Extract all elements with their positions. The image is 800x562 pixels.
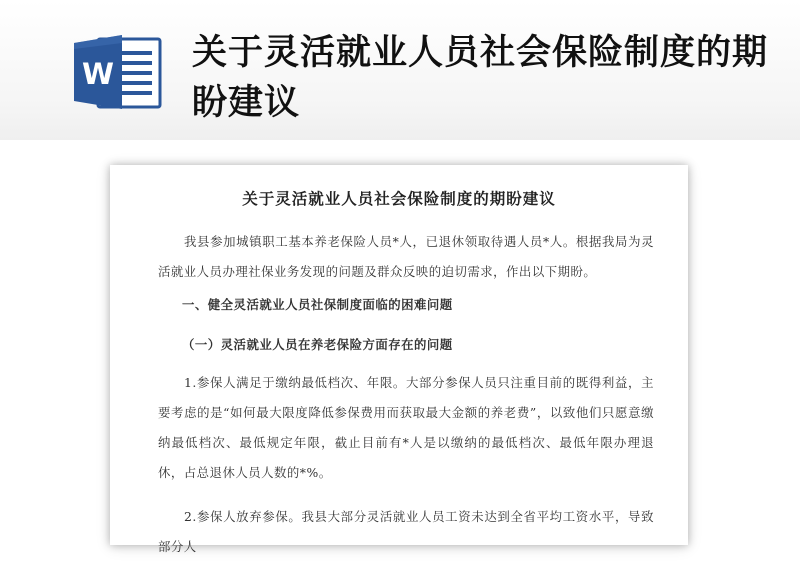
header-band (0, 0, 800, 140)
subsection-heading-1: （一）灵活就业人员在养老保险方面存在的问题 (182, 337, 453, 352)
page-title: 关于灵活就业人员社会保险制度的期盼建议 (192, 33, 769, 123)
section-heading-1: 一、健全灵活就业人员社保制度面临的困难问题 (182, 297, 453, 312)
document-page (110, 165, 688, 554)
document-title: 关于灵活就业人员社会保险制度的期盼建议 (242, 189, 556, 208)
word-icon-letter: W (82, 57, 114, 91)
word-document-icon (72, 33, 164, 111)
item-1-paragraph: 1.参保人满足于缴纳最低档次、年限。大部分参保人员只注重目前的既得利益，主要考虑的是“如何最大限度降低参保费用而获取最大金额的养老费”，以致他们只愿意缴纳最低档次、最低规定年限，截止目前有*人是以缴纳的最低档次、最低年限办理退休，占总退休人员人数的*%。 (158, 375, 654, 480)
item-2-paragraph: 2.参保人放弃参保。我县大部分灵活就业人员工资未达到全省平均工资水平，导致部分人 (158, 509, 654, 554)
intro-paragraph: 我县参加城镇职工基本养老保险人员*人，已退休领取待遇人员*人。根据我局为灵活就业人员办理社保业务发现的问题及群众反映的迫切需求，作出以下期盼。 (158, 234, 654, 279)
